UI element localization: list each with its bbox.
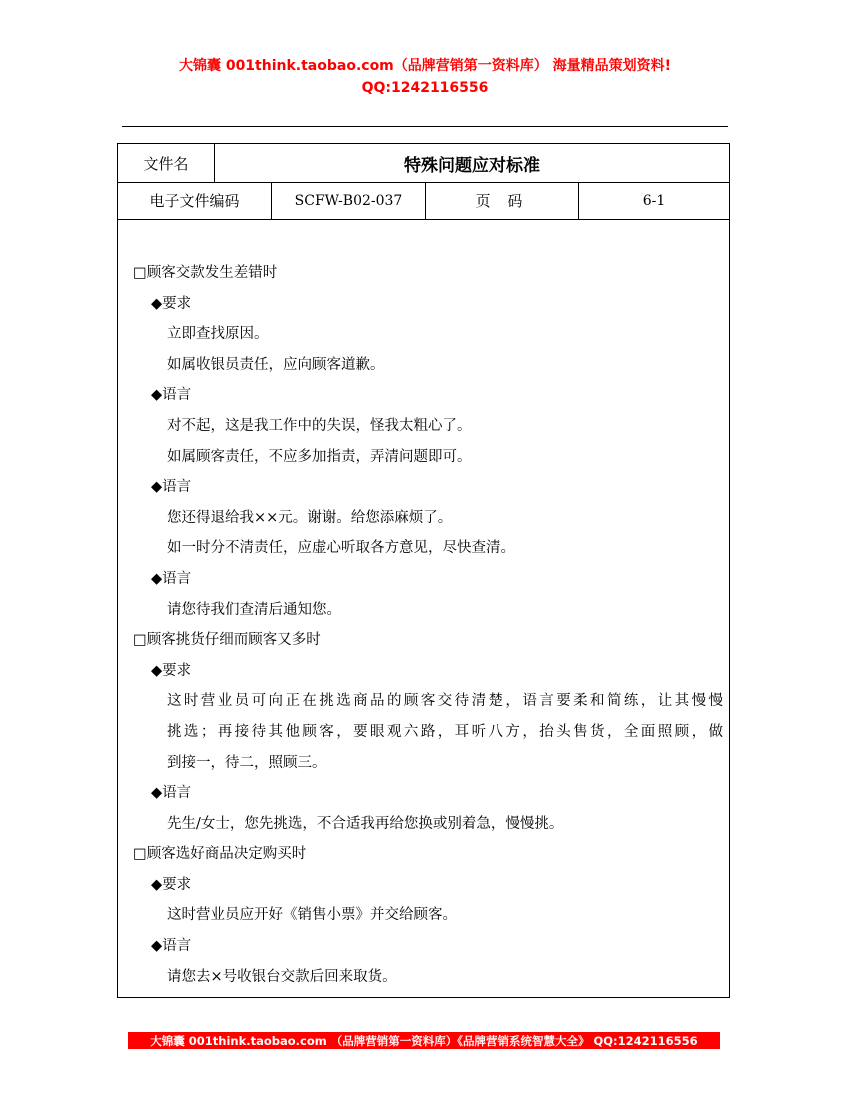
body-text: 先生/女士，您先挑选，不合适我再给您换或别着急，慢慢挑。	[167, 815, 564, 832]
table-row-code	[118, 182, 729, 220]
file-code-label: 电子文件编码	[118, 182, 272, 219]
page-number: 6-1	[642, 192, 666, 209]
filename-label: 文件名	[118, 144, 215, 182]
body-text: 如一时分不清责任，应虚心听取各方意见，尽快查清。	[167, 540, 515, 557]
body-text: 挑选；再接待其他顾客，要眼观六路，耳听八方，抬头售货，全面照顾，做	[167, 723, 723, 740]
subheading-language: ◆语言	[151, 785, 192, 802]
table-row-filename	[118, 144, 729, 183]
document-body	[133, 258, 723, 992]
footer-banner: 大锦囊 001think.taobao.com （品牌营销第一资料库）《品牌营销系统智慧大全》 QQ:1242116556	[128, 1032, 720, 1049]
body-text: 请您待我们查清后通知您。	[167, 601, 341, 618]
body-text: 您还得退给我××元。谢谢。给您添麻烦了。	[167, 509, 453, 526]
subheading-language: ◆语言	[151, 387, 192, 404]
document-title: 特殊问题应对标准	[404, 155, 540, 176]
subheading-requirement: ◆要求	[151, 662, 192, 679]
body-text: 如属收银员责任，应向顾客道歉。	[167, 356, 385, 373]
section-heading: □顾客选好商品决定购买时	[133, 846, 307, 863]
body-text: 立即查找原因。	[167, 326, 269, 343]
document-table	[117, 143, 730, 998]
header-divider	[122, 126, 728, 127]
subheading-requirement: ◆要求	[151, 876, 192, 893]
subheading-language: ◆语言	[151, 938, 192, 955]
body-text: 到接一，待二，照顾三。	[167, 754, 327, 771]
header-banner-line1: 大锦囊 001think.taobao.com（品牌营销第一资料库） 海量精品策划资料!	[178, 58, 672, 74]
header-banner-qq: QQ:1242116556	[361, 80, 489, 96]
body-text: 如属顾客责任，不应多加指责，弄清问题即可。	[167, 448, 472, 465]
body-text: 这时营业员应开好《销售小票》并交给顾客。	[167, 907, 457, 924]
section-heading: □顾客挑货仔细而顾客又多时	[133, 632, 321, 649]
body-text: 这时营业员可向正在挑选商品的顾客交待清楚，语言要柔和简练，让其慢慢	[167, 693, 723, 710]
subheading-language: ◆语言	[151, 479, 192, 496]
section-heading: □顾客交款发生差错时	[133, 265, 278, 281]
body-text: 对不起，这是我工作中的失误，怪我太粗心了。	[167, 417, 472, 434]
subheading-language: ◆语言	[151, 570, 192, 587]
page-label: 页 码	[426, 182, 579, 219]
body-text: 请您去×号收银台交款后回来取货。	[167, 968, 397, 985]
subheading-requirement: ◆要求	[151, 295, 192, 312]
file-code-value: SCFW-B02-037	[272, 182, 426, 219]
